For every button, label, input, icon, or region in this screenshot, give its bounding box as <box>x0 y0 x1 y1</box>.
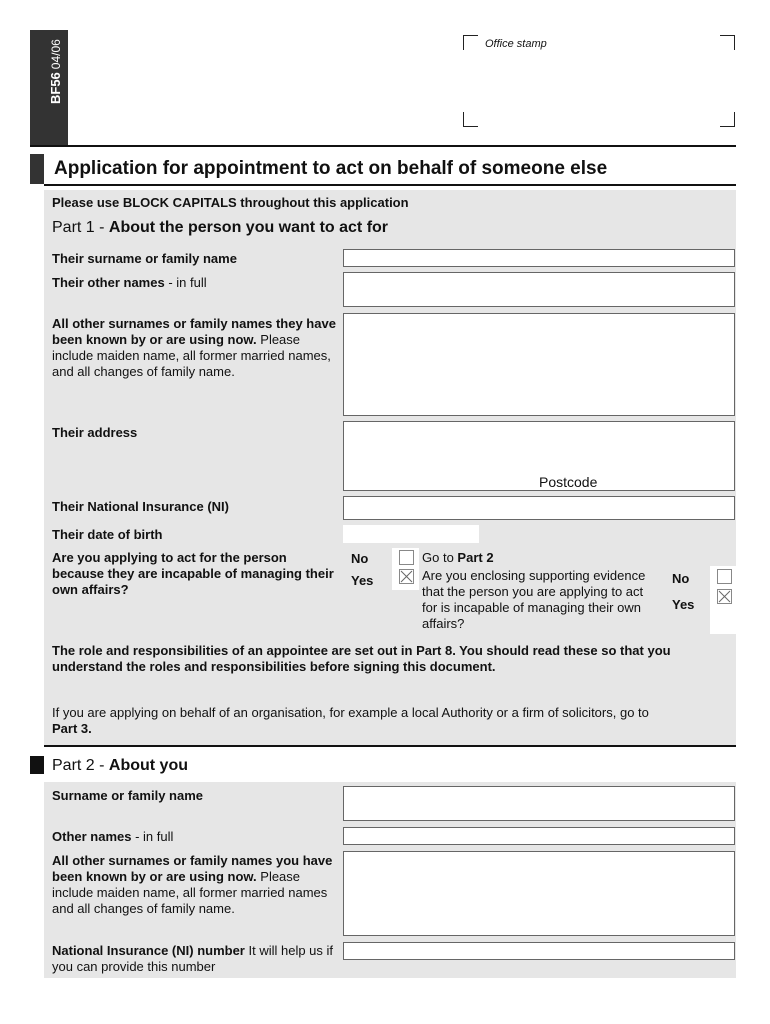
evidence-no-label: No <box>672 571 690 586</box>
their-surname-label: Their surname or family name <box>52 251 237 266</box>
incapable-no-label: No <box>351 551 369 566</box>
stamp-corner-bl <box>463 112 478 127</box>
their-dob-field[interactable] <box>343 525 479 543</box>
evidence-yes-label: Yes <box>672 597 695 612</box>
part1-heading: Part 1 - About the person you want to act for <box>52 219 389 236</box>
stamp-corner-tl <box>463 35 478 50</box>
their-surname-field[interactable] <box>343 249 735 267</box>
role-note: The role and responsibilities of an appointee are set out in Part 8. You should read these so that you understand the roles and responsibilities before signing this document. <box>52 643 671 674</box>
ni-number-label: National Insurance (NI) number It will help us if you can provide this number <box>52 943 334 974</box>
header-rule <box>30 145 736 147</box>
surname-label: Surname or family name <box>52 788 203 803</box>
their-dob-label: Their date of birth <box>52 527 163 542</box>
part1-end-rule <box>44 745 736 747</box>
their-ni-field[interactable] <box>343 496 735 520</box>
block-capitals-instruction: Please use BLOCK CAPITALS throughout this application <box>52 195 409 210</box>
incapable-no-checkbox[interactable] <box>399 550 414 565</box>
incapable-yes-label: Yes <box>351 573 374 588</box>
postcode-label: Postcode <box>539 474 598 490</box>
form-code: BF5604/06 <box>48 39 63 104</box>
incapable-question: Are you applying to act for the person because they are incapable of managing their own affairs? <box>52 550 334 597</box>
office-stamp-label: Office stamp <box>485 38 547 50</box>
their-other-names-field[interactable] <box>343 272 735 307</box>
other-names-field[interactable] <box>343 827 735 845</box>
all-surnames-field[interactable] <box>343 851 735 936</box>
their-ni-label: Their National Insurance (NI) <box>52 499 229 514</box>
their-address-label: Their address <box>52 425 138 440</box>
part2-marker <box>30 756 44 774</box>
title-rule <box>44 184 736 186</box>
their-all-surnames-field[interactable] <box>343 313 735 416</box>
stamp-corner-tr <box>720 35 735 50</box>
stamp-corner-br <box>720 112 735 127</box>
ni-number-field[interactable] <box>343 942 735 960</box>
evidence-no-checkbox[interactable] <box>717 569 732 584</box>
other-names-label: Other names - in full <box>52 829 174 844</box>
title-marker <box>30 154 44 184</box>
part2-heading: Part 2 - About you <box>52 757 188 774</box>
organisation-note: If you are applying on behalf of an organisation, for example a local Authority or a firm of solicitors, go to Part 3. <box>52 705 649 736</box>
surname-field[interactable] <box>343 786 735 821</box>
incapable-yes-checkbox[interactable] <box>399 569 414 584</box>
evidence-question: Are you enclosing supporting evidence that the person you are applying to act for is incapable of managing their own affairs? <box>422 568 646 631</box>
all-surnames-label: All other surnames or family names you have been known by or are using now. Please include maiden name, all former married names and all changes of family name. <box>52 853 333 916</box>
page-title: Application for appointment to act on behalf of someone else <box>54 158 608 179</box>
go-to-part2: Go to Part 2 <box>422 550 494 565</box>
their-all-surnames-label: All other surnames or family names they have been known by or are using now. Please include maiden name, all former married names, and all changes of family name. <box>52 316 336 379</box>
evidence-yes-checkbox[interactable] <box>717 589 732 604</box>
their-other-names-label: Their other names - in full <box>52 275 207 290</box>
